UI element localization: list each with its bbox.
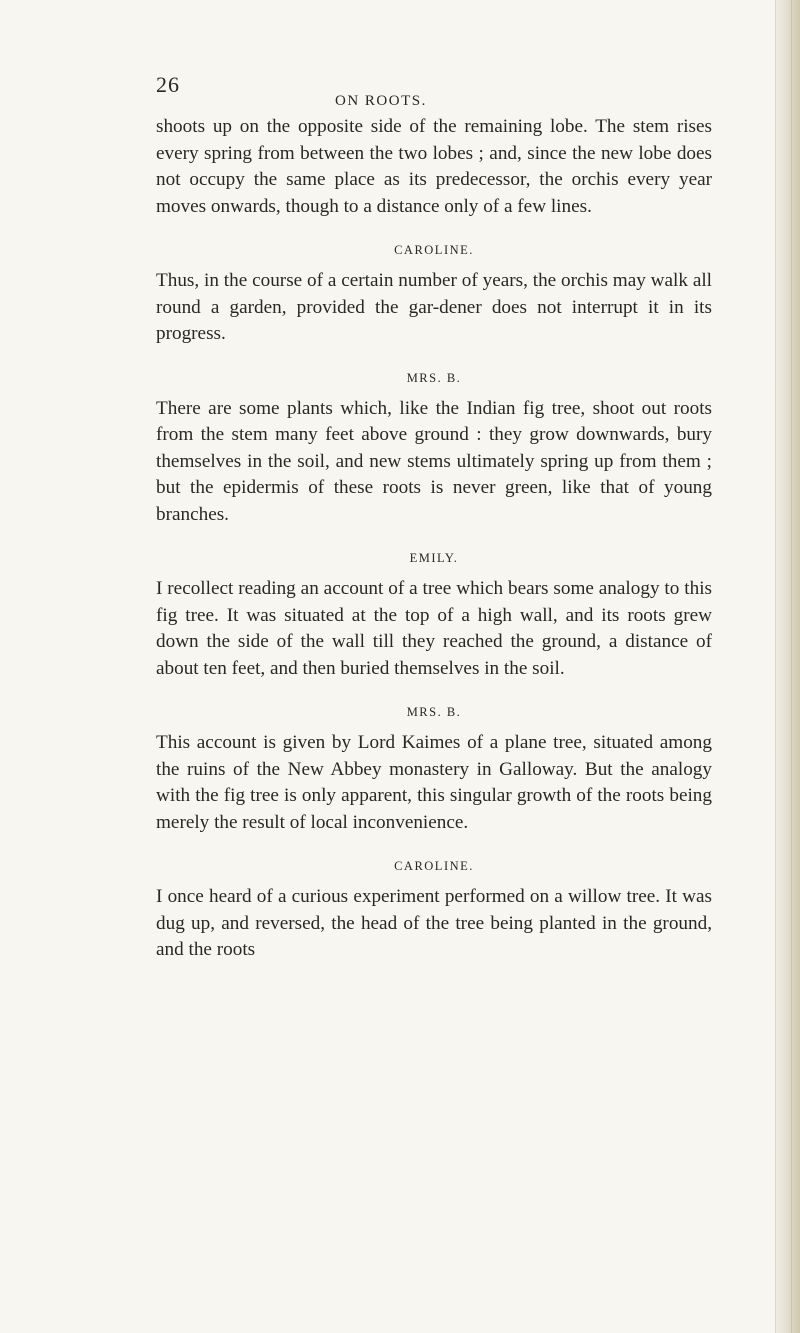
paragraph-3: There are some plants which, like the Indian fig tree, shoot out roots from the stem many feet above ground : they grow downwards, bury themselves in the soil, and new stems ultimately spring up from them ; but the epidermis of these roots is never green, like that of young branches. [156,397,712,525]
speaker-mrs-b-2: MRS. B. [406,705,462,719]
page-edge [775,0,800,1333]
page-number: 26 [156,72,180,97]
speaker-emily: EMILY. [409,551,459,565]
paragraph-6: I once heard of a curious experiment performed on a willow tree. It was dug up, and reversed, the head of the tree being planted in the ground, and the roots [156,886,712,960]
running-head: ON ROOTS. [335,93,427,109]
paragraph-1: shoots up on the opposite side of the remaining lobe. The stem rises every spring from between the two lobes ; and, since the new lobe does not occupy the same place as its predecessor, the orchis every year moves onwards, though to a distance only of a few lines. [156,116,712,217]
paragraph-2: Thus, in the course of a certain number of years, the orchis may walk all round a garden, provided the gar-dener does not interrupt it in its progress. [156,270,712,344]
page-edge-line [791,0,792,1333]
paragraph-4: I recollect reading an account of a tree which bears some analogy to this fig tree. It was situated at the top of a high wall, and its roots grew down the side of the wall till they reached the ground, a distance of about ten feet, and then buried themselves in the soil. [156,578,712,679]
speaker-caroline-2: CAROLINE. [394,859,474,873]
page-content [156,114,712,964]
speaker-caroline-1: CAROLINE. [394,243,474,257]
paragraph-5: This account is given by Lord Kaimes of a plane tree, situated among the ruins of the New Abbey monastery in Galloway. But the analogy with the fig tree is only apparent, this singular growth of the roots being merely the result of local inconvenience. [156,732,712,833]
speaker-mrs-b-1: MRS. B. [406,370,462,385]
